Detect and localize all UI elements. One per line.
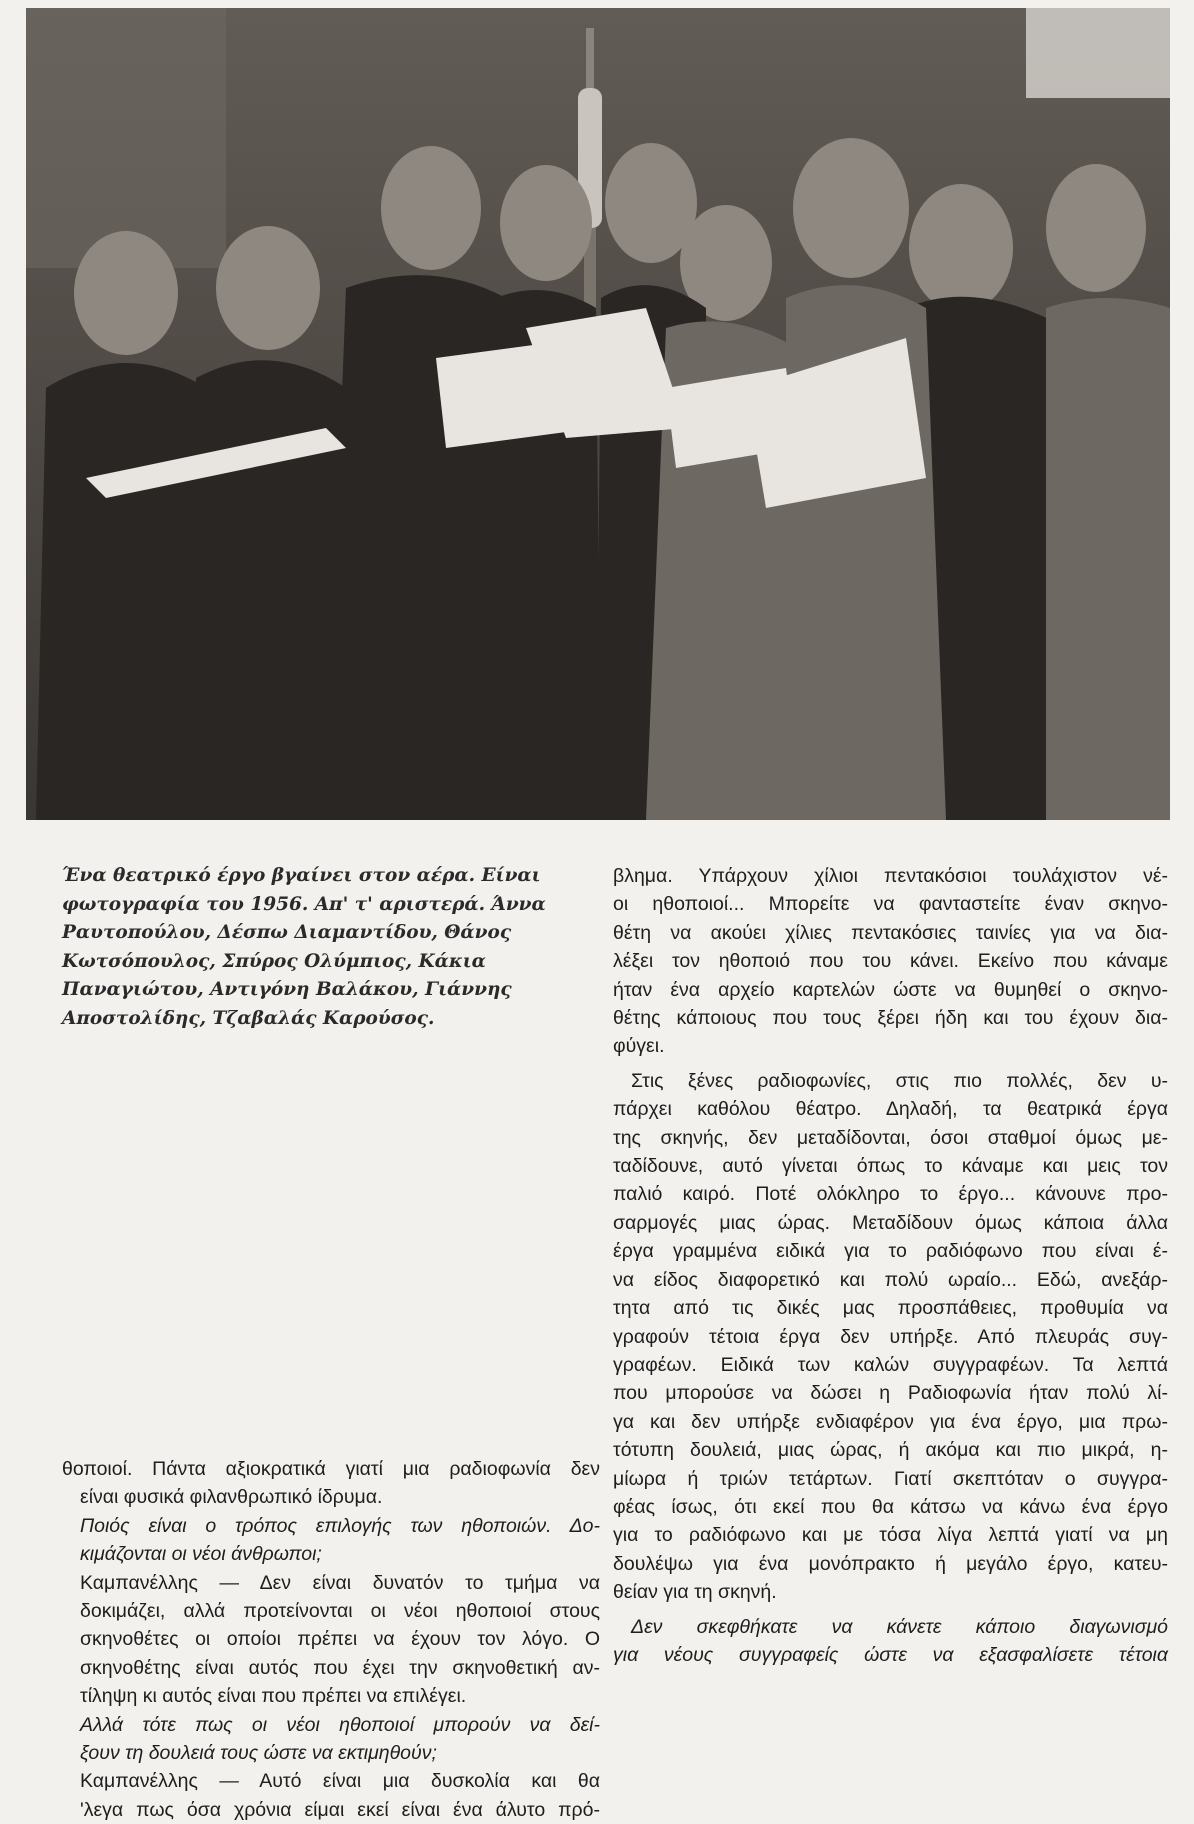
text-line: έργα γραμμένα ειδικά για το ραδιόφωνο που είναι έ- [613, 1240, 1168, 1263]
text-line: ταδίδουνε, αυτό γίνεται όπως το κάναμε και μεις τον [613, 1155, 1168, 1178]
text-line: θείαν για τη σκηνή. [613, 1581, 777, 1604]
photo-illustration [26, 8, 1170, 820]
text-line: φέας ίσως, ότι εκεί που θα κάτσω να κάνω ένα έργο [613, 1495, 1168, 1518]
text-line: σκηνοθέτης είναι αυτός που έχει την σκηνοθετική αν- [80, 1656, 600, 1679]
text-line: θέτη να ακούει χίλιες πεντακόσιες ταινίες για να δια- [613, 921, 1168, 944]
text-line: δουλέψω για ένα μονόπρακτο ή μεγάλο έργο, κατευ- [613, 1552, 1168, 1575]
text-line: για το ραδιόφωνο και με τόσα λίγα λεπτά γιατί να μη [613, 1524, 1168, 1547]
text-line: να είδος διαφορετικό και πολύ ωραίο... Εδώ, ανεξάρ- [613, 1268, 1168, 1291]
caption-line: Ραυτοπούλου, Δέσπω Διαμαντίδου, Θάνος [62, 922, 512, 943]
text-line: Στις ξένες ραδιοφωνίες, στις πιο πολλές, δεν υ- [631, 1069, 1168, 1092]
right-text-column [613, 862, 1168, 1669]
question-line: για νέους συγγραφείς ώστε να εξασφαλίσετε τέτοια [613, 1643, 1168, 1666]
answer-line: Καμπανέλλης — Αυτό είναι μια δυσκολία και θα [80, 1770, 600, 1793]
text-line: παλιό καιρό. Ποτέ ολόκληρο το έργο... κάνουνε προ- [613, 1183, 1168, 1206]
text-line: τότυπη δουλειά, μιας ώρας, ή ακόμα και πιο μικρά, η- [613, 1439, 1168, 1462]
text-line: τίληψη κι αυτός είναι που πρέπει να επιλέγει. [80, 1685, 467, 1708]
text-line: ήταν ένα αρχείο καρτελών ώστε να θυμηθεί ο σκηνο- [613, 978, 1168, 1001]
text-line: πάρχει καθόλου θέατρο. Δηλαδή, τα θεατρικά έργα [613, 1098, 1168, 1121]
text-line: φύγει. [613, 1035, 665, 1058]
text-line: της σκηνής, δεν μεταδίδονται, όσοι σταθμοί όμως με- [613, 1126, 1168, 1149]
text-line: λέξει τον ηθοποιό που του κάνει. Εκείνο που κάναμε [613, 950, 1168, 973]
photo-caption [62, 862, 546, 1033]
text-line: οι ηθοποιοί... Μπορείτε να φανταστείτε έναν σκηνο- [613, 893, 1168, 916]
answer-line: Καμπανέλλης — Δεν είναι δυνατόν το τμήμα να [80, 1571, 600, 1594]
text-line: σκηνοθέτες οι οποίοι πρέπει να έχουν τον λόγο. Ο [80, 1628, 600, 1651]
text-line: σαρμογές μιας ώρας. Μεταδίδουν όμως κάποια άλλα [613, 1211, 1168, 1234]
left-text-column [62, 1455, 600, 1824]
question-line: Ποιός είναι ο τρόπος επιλογής των ηθοποιών. Δο- [80, 1514, 600, 1537]
text-line: που μπορούσε να δώσει η Ραδιοφωνία ήταν πολύ λί- [613, 1382, 1168, 1405]
caption-line: Ένα θεατρικό έργο βγαίνει στον αέρα. Είναι [62, 865, 541, 886]
text-line: μίωρα ή τριών τετάρτων. Γιατί σκεπτόταν ο συγγρα- [613, 1467, 1168, 1490]
caption-line: Αποστολίδης, Τζαβαλάς Καρούσος. [62, 1007, 435, 1029]
caption-line: Κωτσόπουλος, Σπύρος Ολύμπιος, Κάκια [62, 950, 486, 972]
text-line: θέτης κάποιους που τους ξέρει ήδη και του έχουν δια- [613, 1007, 1168, 1030]
question-line: κιμάζονται οι νέοι άνθρωποι; [80, 1543, 322, 1566]
text-line: γραφέων. Ειδικά των καλών συγγραφέων. Τα λεπτά [613, 1353, 1168, 1376]
radio-theatre-photo [26, 8, 1170, 820]
question-line: ξουν τη δουλειά τους ώστε να εκτιμηθούν; [80, 1742, 437, 1765]
text-line: 'λεγα πως όσα χρόνια είμαι εκεί είναι ένα άλυτο πρό- [80, 1798, 600, 1821]
text-line: τητα από τις δικές μας προσπάθειες, προθυμία να [613, 1297, 1168, 1320]
caption-line: φωτογραφία του 1956. Απ' τ' αριστερά. Άννα [62, 893, 546, 915]
text-line: θοποιοί. Πάντα αξιοκρατικά γιατί μια ραδιοφωνία δεν [62, 1458, 600, 1480]
caption-line: Παναγιώτου, Αντιγόνη Βαλάκου, Γιάννης [62, 979, 512, 1000]
text-line: βλημα. Υπάρχουν χίλιοι πεντακόσιοι τουλάχιστον νέ- [613, 865, 1168, 887]
text-line: είναι φυσικά φιλανθρωπικό ίδρυμα. [80, 1486, 383, 1509]
text-line: γραφούν τέτοια έργα δεν υπήρξε. Από πλευράς συγ- [613, 1325, 1168, 1348]
text-line: γα και δεν υπήρξε ενδιαφέρον για ένα έργο, μια πρω- [613, 1410, 1168, 1433]
question-line: Δεν σκεφθήκατε να κάνετε κάποιο διαγωνισμό [631, 1615, 1168, 1638]
text-line: δοκιμάζει, αλλά προτείνονται οι νέοι ηθοποιοί στους [80, 1600, 600, 1623]
question-line: Αλλά τότε πως οι νέοι ηθοποιοί μπορούν να δεί- [80, 1713, 600, 1736]
